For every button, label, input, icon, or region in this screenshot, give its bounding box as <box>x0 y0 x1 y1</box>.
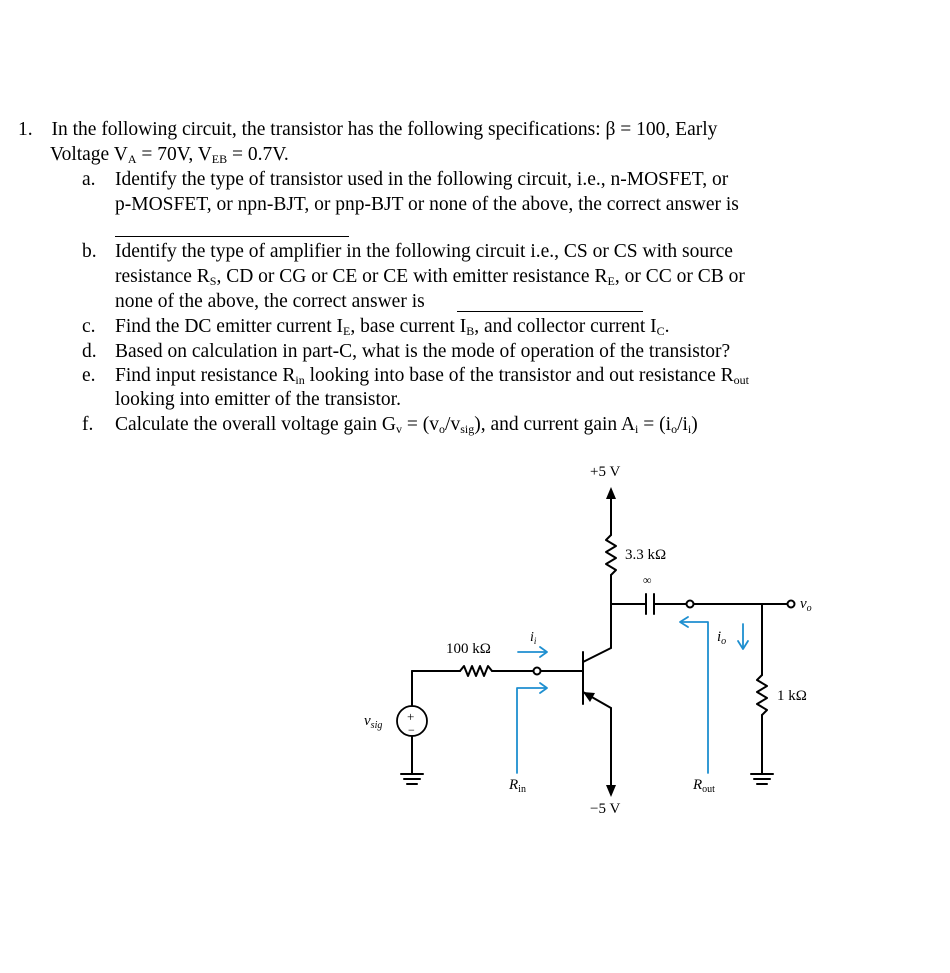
intro-text-2a: Voltage V <box>50 144 128 165</box>
part-e-label: e. <box>82 365 96 386</box>
part-b-text-2c: , or CC or CB or <box>614 266 745 287</box>
ground-symbol-source <box>401 774 423 784</box>
part-f-t5: = (i <box>638 414 672 435</box>
part-c-s1: E <box>342 324 351 338</box>
intro-text: In the following circuit, the transistor has the following specifications: β = 100, Early <box>51 119 718 140</box>
vee-arrowhead <box>606 785 616 797</box>
part-f-t3: /v <box>445 414 461 435</box>
part-b-text-1: Identify the type of amplifier in the following circuit i.e., CS or CS with source <box>115 241 733 262</box>
question-number: 1. <box>18 119 33 140</box>
vsig-label: $v_{sig}$ <box>364 713 383 731</box>
part-c-t3: , and collector current I <box>474 316 657 337</box>
part-f-t1: Calculate the overall voltage gain G <box>115 414 397 435</box>
part-b-sub-s: S <box>209 274 217 288</box>
collector-resistor-label: 3.3 kΩ <box>625 547 667 563</box>
intro-text-2c: = 0.7V. <box>227 144 289 165</box>
part-f-t7: ) <box>691 414 698 435</box>
transistor-collector-lead <box>583 648 611 662</box>
collector-resistor <box>606 535 616 575</box>
ii-label: $i_i$ <box>530 630 537 646</box>
part-e-t2: looking into base of the transistor and out resistance R <box>304 365 734 386</box>
part-f-t6: /i <box>677 414 688 435</box>
vsig-plus: + <box>407 709 415 724</box>
io-label: $i_o$ <box>717 629 727 647</box>
vo-label: $v_o$ <box>800 596 812 614</box>
load-resistor <box>757 675 767 715</box>
part-c-label: c. <box>82 316 96 337</box>
vcc-label: +5 V <box>590 464 621 480</box>
rout-label: $R_{out}$ <box>693 777 715 795</box>
intro-text-2b: = 70V, V <box>136 144 212 165</box>
part-d-label: d. <box>82 341 97 362</box>
intro-sub-a: A <box>127 152 137 166</box>
part-e-s1: in <box>295 373 305 387</box>
part-e-s2: out <box>733 373 749 387</box>
rout-node <box>687 601 694 608</box>
part-f-t4: ), and current gain A <box>474 414 636 435</box>
rin-arrow-line <box>517 688 546 773</box>
base-resistor <box>460 666 492 676</box>
part-f-s6: i <box>687 422 692 436</box>
part-b-label: b. <box>82 241 97 262</box>
part-f-s3: sig <box>460 422 475 436</box>
load-resistor-label: 1 kΩ <box>777 688 807 704</box>
rin-label: $R_{in}$ <box>509 777 526 795</box>
part-f-s2: o <box>439 422 446 436</box>
part-a-label: a. <box>82 169 96 190</box>
part-c-s3: C <box>656 324 665 338</box>
part-e-t1: Find input resistance R <box>115 365 296 386</box>
part-b-text-2b: , CD or CG or CE or CE with emitter resistance R <box>216 266 608 287</box>
part-d-text: Based on calculation in part-C, what is the mode of operation of the transistor? <box>115 341 731 362</box>
part-b-text-3: none of the above, the correct answer is <box>115 291 425 312</box>
part-c-t4: . <box>664 316 670 337</box>
vcc-arrowhead <box>606 487 616 499</box>
rin-node <box>534 668 541 675</box>
vo-terminal <box>788 601 795 608</box>
rout-arrow-line <box>681 622 708 773</box>
base-resistor-label: 100 kΩ <box>446 641 491 657</box>
part-f-s5: o <box>671 422 678 436</box>
part-f-label: f. <box>82 414 94 435</box>
part-a-text-2: p-MOSFET, or npn-BJT, or pnp-BJT or none of the above, the correct answer is <box>115 194 739 215</box>
vsig-minus: − <box>408 723 415 737</box>
part-e-text-2: looking into emitter of the transistor. <box>115 389 401 410</box>
part-a-text-1: Identify the type of transistor used in the following circuit, i.e., n-MOSFET, or <box>115 169 729 190</box>
part-b-sub-e: E <box>607 274 615 288</box>
part-f-s1: v <box>396 422 403 436</box>
part-f-t2: = (v <box>402 414 440 435</box>
vee-label: −5 V <box>590 801 621 817</box>
intro-sub-eb: EB <box>211 152 228 166</box>
part-c-t1: Find the DC emitter current I <box>115 316 343 337</box>
capacitor-label: ∞ <box>643 573 652 587</box>
ground-symbol-load <box>751 774 773 784</box>
part-f-s4: i <box>635 422 639 436</box>
part-c-s2: B <box>466 324 475 338</box>
part-c-t2: , base current I <box>350 316 467 337</box>
part-b-text-2a: resistance R <box>115 266 210 287</box>
